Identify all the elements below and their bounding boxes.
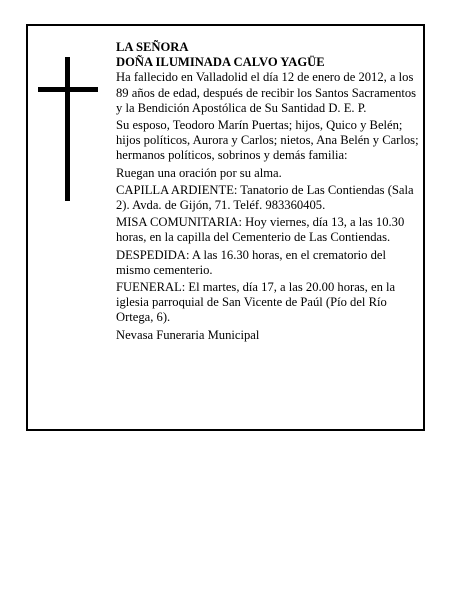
- wake-details: CAPILLA ARDIENTE: Tanatorio de Las Contiendas (Sala 2). Avda. de Gijón, 71. Teléf. 983360405.: [116, 182, 414, 213]
- notice-body: [116, 40, 422, 343]
- cross-horizontal-bar: [38, 87, 98, 92]
- farewell-details: DESPEDIDA: A las 16.30 horas, en el crematorio del mismo cementerio.: [116, 247, 387, 277]
- funeral-details: FUENERAL: El martes, día 17, a las 20.00 horas, en la iglesia parroquial de San Vicente de Paúl (Pío del Río Ortega, 6).: [116, 280, 396, 325]
- family-list: Su esposo, Teodoro Marín Puertas; hijos, Quico y Belén; hijos políticos, Aurora y Carlos; nietos, Ana Belén y Carlos; hermanos políticos, sobrinos y demás familia:: [116, 118, 419, 163]
- cross-icon: [38, 57, 98, 201]
- notice-heading-title: LA SEÑORA: [116, 40, 189, 54]
- obituary-notice: [26, 24, 425, 431]
- cross-vertical-bar: [65, 57, 70, 201]
- mass-details: MISA COMUNITARIA: Hoy viernes, día 13, a las 10.30 horas, en la capilla del Cementerio de Las Contiendas.: [116, 215, 405, 245]
- death-announcement: Ha fallecido en Valladolid el día 12 de enero de 2012, a los 89 años de edad, después de recibir los Santos Sacramentos y la Bendición Apostólica de Su Santidad D. E. P.: [116, 70, 417, 115]
- funeral-home: Nevasa Funeraria Municipal: [116, 327, 260, 342]
- prayer-request: Ruegan una oración por su alma.: [116, 165, 282, 180]
- deceased-name: DOÑA ILUMINADA CALVO YAGÜE: [116, 55, 325, 70]
